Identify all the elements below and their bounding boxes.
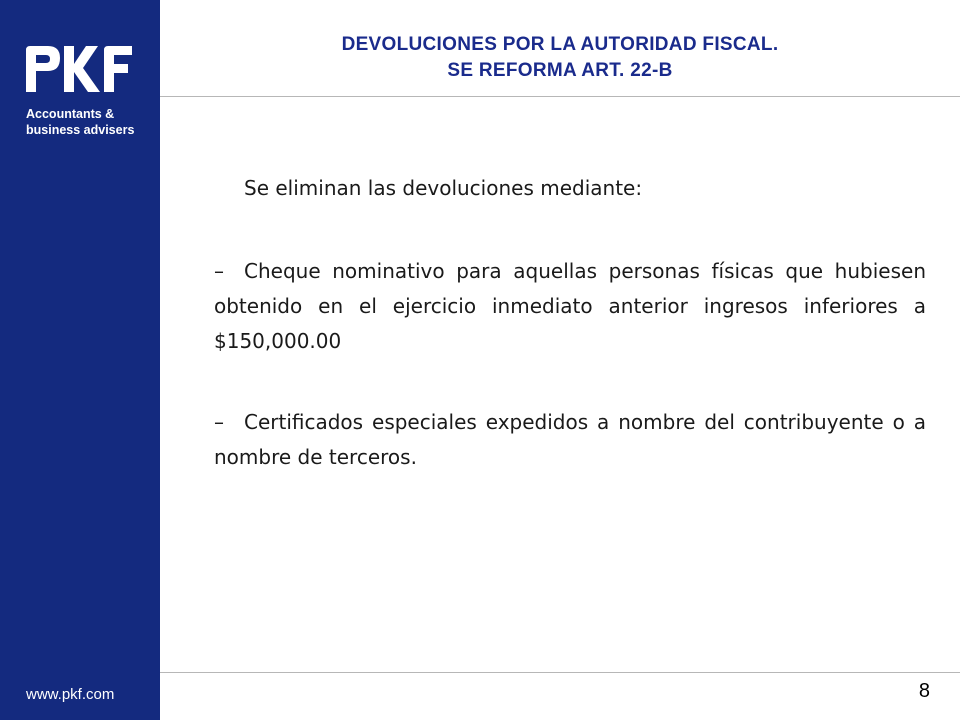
top-divider [160,96,960,97]
bullet-text: Certificados especiales expedidos a nombre del contribuyente o a nombre de terceros. [214,410,926,469]
intro-text: Se eliminan las devoluciones mediante: [244,176,643,200]
tagline-line-2: business advisers [26,123,135,137]
bullet-item [214,254,926,359]
bullet-dash: – [214,259,224,283]
bullet-item [214,405,926,475]
sidebar [0,0,160,720]
tagline [26,106,134,138]
page-number: 8 [918,680,930,702]
bullet-text: Cheque nominativo para aquellas personas físicas que hubiesen obtenido en el ejercicio inmediato anterior ingresos inferiores a $150,000.00 [214,259,926,353]
bullet-dash: – [214,410,224,434]
pkf-logo [24,44,134,94]
bottom-divider [160,672,960,673]
tagline-line-1: Accountants & [26,107,115,121]
slide-title-line-1: DEVOLUCIONES POR LA AUTORIDAD FISCAL. [341,34,779,55]
slide-title-line-2: SE REFORMA ART. 22-B [447,60,673,81]
slide-title [160,32,960,84]
website-link[interactable]: www.pkf.com [26,686,115,703]
